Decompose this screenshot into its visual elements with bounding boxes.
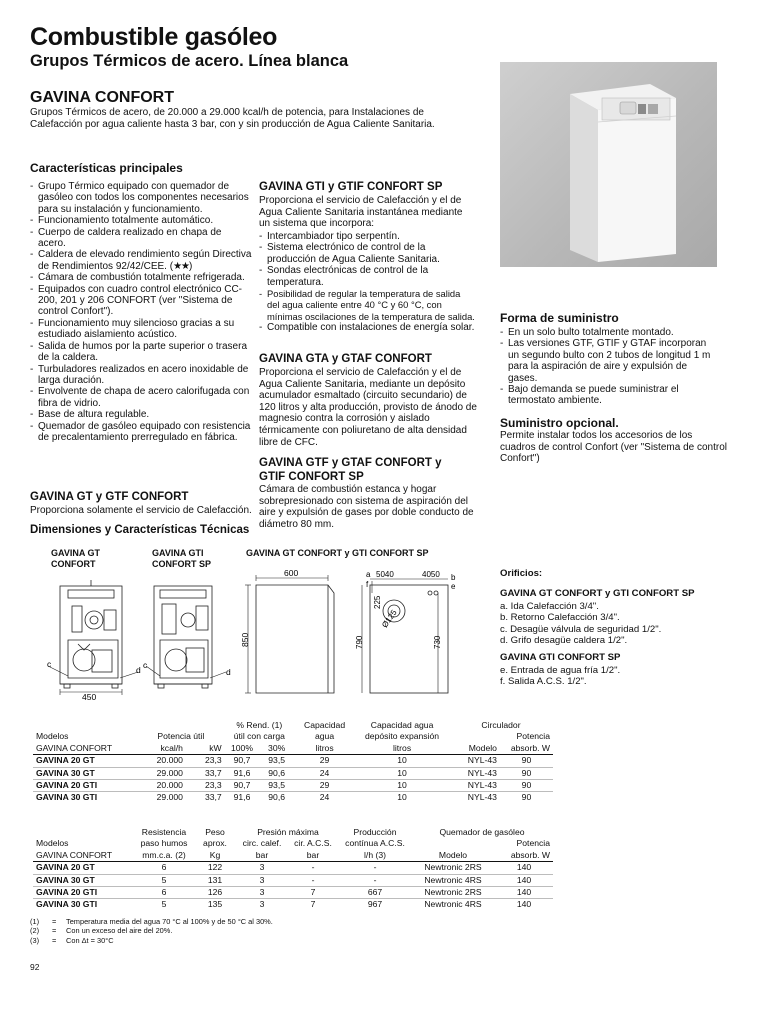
footnote-text: Con Δt = 30°C: [66, 935, 114, 945]
table-row: [33, 755, 553, 767]
features-list: [30, 181, 252, 443]
col-header: útil con carga: [233, 731, 285, 742]
col-header: bar: [306, 849, 320, 860]
directive-close: ): [189, 260, 193, 272]
col-header: Presión máxima: [257, 827, 319, 837]
col-header: kW: [209, 742, 222, 753]
cell: 3: [237, 874, 287, 886]
label-gavina-gti: [152, 548, 211, 570]
letter-f: f: [366, 580, 369, 589]
cell: 20.000: [137, 780, 186, 792]
footnote-text: Temperatura media del agua 70 °C al 100% y de 50 °C al 30%.: [66, 917, 273, 926]
cell: 33,7: [186, 792, 225, 804]
cell: GAVINA 30 GT: [33, 767, 137, 779]
cell: 91,6: [225, 792, 260, 804]
footnote-eq: =: [52, 926, 57, 936]
footnote: [30, 926, 450, 935]
col-header: Modelos: [36, 838, 69, 849]
cell: 23,3: [186, 780, 225, 792]
list-item: d. Grifo desagüe caldera 1/2".: [500, 635, 628, 647]
rear-view-drawing: [350, 565, 462, 705]
cell: 24: [294, 767, 355, 779]
cell: 6: [135, 862, 193, 874]
spec-table-2: [33, 827, 553, 911]
cell: 90: [500, 780, 553, 792]
cell: 131: [193, 874, 237, 886]
cell: 140: [495, 887, 553, 899]
list-item: f. Salida A.C.S. 1/2".: [500, 676, 587, 688]
cell: -: [339, 874, 411, 886]
list-item: - Cámara de combustión totalmente refrigerada.: [30, 272, 252, 283]
cell: GAVINA 20 GT: [33, 755, 137, 767]
orifices-block: [500, 568, 740, 687]
cell: 5: [135, 899, 193, 911]
gti-text: Proporciona el servicio de Calefacción y el de Agua Caliente Sanitaria instantánea mediante un sistema que incorpora:: [259, 195, 463, 230]
dim-790: 790: [355, 635, 364, 649]
gti-list: [259, 231, 475, 334]
gtf-text-wrap: [259, 484, 739, 530]
boiler-illustration: [500, 62, 717, 267]
cell: 135: [193, 899, 237, 911]
dim-4050: 4050: [422, 570, 440, 579]
cell: 126: [193, 887, 237, 899]
col-header: Peso: [205, 827, 225, 837]
list-item: - Funcionamiento totalmente automático.: [30, 215, 252, 226]
col-header: circ. calef.: [242, 838, 282, 849]
gt-front-drawing: [38, 580, 150, 702]
col-header: litros: [392, 742, 412, 753]
list-item: - Funcionamiento muy silencioso gracias a su estudiado aislamiento acústico.: [30, 318, 252, 341]
cell: Newtronic 4RS: [411, 899, 495, 911]
cell: 29.000: [137, 767, 186, 779]
cell: 10: [355, 780, 449, 792]
table-row: [33, 899, 553, 911]
table-row: [33, 767, 553, 779]
cell: 5: [135, 874, 193, 886]
list-item: a. Ida Calefacción 3/4".: [500, 601, 599, 612]
cell: GAVINA 30 GTI: [33, 792, 137, 804]
cell: 140: [495, 899, 553, 911]
footnote-text: Con un exceso del aire del 20%.: [66, 926, 173, 936]
cell: 967: [339, 899, 411, 911]
label-line: GAVINA GT: [51, 548, 100, 558]
dim-5040: 5040: [376, 570, 394, 579]
cell: GAVINA 20 GT: [33, 862, 135, 874]
orifices-gt-title: GAVINA GT CONFORT y GTI CONFORT SP: [500, 588, 695, 599]
gtf-text: Cámara de combustión estanca y hogar sobrepresionado con sistema de aspiración del aire y expulsión de gases por doble conducto de diámetro 80 mm.: [259, 484, 474, 530]
col-header: contínua A.C.S.: [345, 838, 405, 849]
supply-list: [500, 327, 718, 407]
col-header: Modelo: [468, 742, 497, 753]
cell: GAVINA 20 GTI: [33, 887, 135, 899]
gtf-title: GAVINA GTF y GTAF CONFORT y GTIF CONFORT SP: [259, 457, 442, 483]
list-item: - Equipados con cuadro control electrónico CC-200, 201 y 206 CONFORT (ver "Sistema de control Confort").: [30, 284, 252, 318]
cell: 90,7: [225, 780, 260, 792]
cell: NYL-43: [449, 780, 500, 792]
footnote: [30, 917, 450, 926]
cell: 7: [287, 899, 339, 911]
list-item: - Cuerpo de caldera realizado en chapa de acero.: [30, 227, 252, 250]
list-item: - Compatible con instalaciones de energía solar.: [259, 322, 475, 333]
optional-title: Suministro opcional.: [500, 416, 619, 430]
list-item: - Sondas electrónicas de control de la temperatura.: [259, 265, 475, 288]
gta-text: Proporciona el servicio de Calefacción y el de Agua Caliente Sanitaria, mediante un depósito acumulador esmaltado (circuito secundario) de 120 litros y alta producción, provisto de ánodo de magnesio contra la corrosión y aislado térmicamente con poliuretano de alta densidad libre de CFC.: [259, 367, 477, 448]
cell: 91,6: [225, 767, 260, 779]
footnote-number: (2): [30, 926, 40, 936]
table-row: [33, 874, 553, 886]
cell: 90,6: [259, 767, 294, 779]
cell: 667: [339, 887, 411, 899]
cell: 29.000: [137, 792, 186, 804]
col-header: % Rend. (1): [236, 720, 283, 730]
col-header: bar: [255, 849, 269, 860]
list-item: [30, 249, 252, 272]
dim-450: 450: [82, 692, 97, 702]
directive-line: de Rendimientos 92/42/CEE. (: [38, 260, 174, 272]
cell: 93,5: [259, 755, 294, 767]
directive-text: Caldera de elevado rendimiento según Directiva: [38, 249, 252, 261]
letter-d: d: [136, 665, 141, 675]
table-row: [33, 792, 553, 804]
cell: 90,7: [225, 755, 260, 767]
product-intro: Grupos Térmicos de acero, de 20.000 a 29.000 kcal/h de potencia, para Instalaciones de Calefacción por agua caliente hasta 3 bar, con y sin producción de Agua Caliente Sanitaria.: [30, 107, 435, 130]
stars-icon: ★★: [173, 260, 190, 272]
cell: GAVINA 30 GTI: [33, 899, 135, 911]
letter-e: e: [451, 582, 456, 591]
product-photo: [500, 62, 717, 267]
cell: 90,6: [259, 792, 294, 804]
cell: -: [339, 862, 411, 874]
list-item: - Envolvente de chapa de acero calorifugada con fibra de vidrio.: [30, 386, 252, 409]
cell: 140: [495, 874, 553, 886]
list-item: b. Retorno Calefacción 3/4".: [500, 612, 620, 624]
page-number: 92: [30, 962, 40, 972]
page-subtitle: Grupos Térmicos de acero. Línea blanca: [30, 52, 349, 70]
col-header: GAVINA CONFORT: [36, 742, 113, 753]
col-header: Modelos: [36, 731, 69, 742]
cell: -: [287, 862, 339, 874]
col-header: Potencia: [516, 838, 550, 849]
gt-title: GAVINA GT y GTF CONFORT: [30, 491, 189, 503]
list-item: - Sistema electrónico de control de la producción de Agua Caliente Sanitaria.: [259, 242, 475, 265]
dimensions-title: Dimensiones y Características Técnicas: [30, 524, 250, 536]
gt-text: Proporciona solamente el servicio de Calefacción.: [30, 505, 252, 516]
dim-225: 225: [373, 595, 382, 609]
orifices-title: Orificios:: [500, 568, 543, 579]
gta-title: GAVINA GTA y GTAF CONFORT: [259, 353, 432, 365]
orifices-gt-list: [500, 601, 740, 647]
col-header: litros: [315, 742, 334, 753]
col-header: kcal/h: [160, 742, 183, 753]
letter-c: c: [143, 660, 148, 670]
footnote-number: (3): [30, 935, 40, 945]
letter-c: c: [47, 659, 52, 669]
footnote-number: (1): [30, 917, 40, 926]
optional-text: Permite instalar todos los accesorios de los cuadros de control Confort (ver "Sistema de control Confort"): [500, 430, 727, 465]
list-item: - Turbuladores realizados en acero inoxidable de larga duración.: [30, 364, 252, 387]
letter-d: d: [226, 667, 231, 677]
col-header: Kg: [209, 849, 221, 860]
col-header: depósito expansión: [365, 731, 440, 742]
dim-850: 850: [240, 632, 250, 647]
col-header: GAVINA CONFORT: [36, 849, 113, 860]
footnote: [30, 936, 450, 945]
cell: 10: [355, 792, 449, 804]
list-item: - En un solo bulto totalmente montado.: [500, 327, 718, 338]
cell: 7: [287, 887, 339, 899]
spec-table-1: [33, 720, 553, 804]
cell: 10: [355, 755, 449, 767]
col-header: absorb. W: [510, 849, 550, 860]
list-item: - Base de altura regulable.: [30, 409, 252, 420]
table-row: [33, 887, 553, 899]
col-header: Producción: [353, 827, 397, 837]
supply-title: Forma de suministro: [500, 311, 619, 325]
label-line: CONFORT: [51, 559, 96, 569]
cell: 3: [237, 899, 287, 911]
cell: 3: [237, 862, 287, 874]
cell: Newtronic 2RS: [411, 862, 495, 874]
cell: 24: [294, 792, 355, 804]
orifices-gti-title: GAVINA GTI CONFORT SP: [500, 651, 621, 663]
letter-b: b: [451, 573, 456, 582]
footnote-eq: =: [52, 917, 57, 926]
list-item: - Bajo demanda se puede suministrar el termostato ambiente.: [500, 384, 718, 407]
list-item: - Quemador de gasóleo equipado con resistencia de precalentamiento prerregulado en fábrica.: [30, 421, 252, 444]
label-gavina-gt: [51, 548, 100, 570]
side-view-drawing: [242, 565, 352, 705]
footnotes: [30, 917, 450, 945]
dim-730: 730: [433, 635, 442, 649]
orifices-gti-list: [500, 665, 740, 688]
list-item: e. Entrada de agua fría 1/2".: [500, 664, 621, 676]
col-header: aprox.: [203, 838, 227, 849]
col-header: Capacidad agua: [370, 720, 434, 730]
col-header: l/h (3): [364, 849, 386, 860]
cell: 10: [355, 767, 449, 779]
col-header: Potencia: [516, 731, 550, 742]
cell: GAVINA 20 GTI: [33, 780, 137, 792]
cell: 3: [237, 887, 287, 899]
label-gavina-both: GAVINA GT CONFORT y GTI CONFORT SP: [246, 548, 429, 558]
list-item: - Posibilidad de regular la temperatura de salida del agua caliente entre 40 °C y 60 °C, con mínimas oscilaciones de la temperatura de salida.: [259, 288, 475, 322]
col-header: Potencia útil: [157, 731, 205, 742]
product-title: GAVINA CONFORT: [30, 89, 174, 106]
list-item: - Intercambiador tipo serpentín.: [259, 231, 475, 242]
col-header: mm.c.a. (2): [142, 849, 186, 860]
cell: -: [287, 874, 339, 886]
col-header: Capacidad: [304, 720, 346, 730]
table-row: [33, 862, 553, 874]
cell: 29: [294, 755, 355, 767]
list-item: c. Desagüe válvula de seguridad 1/2".: [500, 623, 662, 635]
col-header: Quemador de gasóleo: [439, 827, 525, 837]
col-header: Circulador: [481, 720, 521, 730]
features-title: Características principales: [30, 161, 183, 175]
gti-title: GAVINA GTI y GTIF CONFORT SP: [259, 181, 443, 193]
gti-front-drawing: [140, 580, 240, 702]
label-line: CONFORT SP: [152, 559, 212, 569]
cell: Newtronic 4RS: [411, 874, 495, 886]
cell: Newtronic 2RS: [411, 887, 495, 899]
dim-600: 600: [284, 568, 299, 578]
cell: NYL-43: [449, 792, 500, 804]
cell: 29: [294, 780, 355, 792]
cell: 33,7: [186, 767, 225, 779]
col-header: 100%: [231, 742, 253, 753]
footnote-eq: =: [52, 935, 57, 945]
cell: NYL-43: [449, 767, 500, 779]
cell: 140: [495, 862, 553, 874]
cell: GAVINA 30 GT: [33, 874, 135, 886]
list-item: - Salida de humos por la parte superior o trasera de la caldera.: [30, 341, 252, 364]
col-header: Modelo: [438, 849, 468, 860]
letter-a: a: [366, 570, 371, 579]
cell: 122: [193, 862, 237, 874]
cell: 23,3: [186, 755, 225, 767]
col-header: agua: [315, 731, 335, 742]
cell: 93,5: [259, 780, 294, 792]
list-item: - Las versiones GTF, GTIF y GTAF incorporan un segundo bulto con 2 tubos de longitud 1 m para la aspiración de aire y expulsión de gases.: [500, 338, 718, 384]
col-header: Resistencia: [141, 827, 187, 837]
col-header: absorb. W: [510, 742, 550, 753]
col-header: paso humos: [140, 838, 188, 849]
table-row: [33, 780, 553, 792]
cell: 20.000: [137, 755, 186, 767]
label-line: GAVINA GTI: [152, 548, 204, 558]
cell: 6: [135, 887, 193, 899]
list-item: - Grupo Térmico equipado con quemador de gasóleo con todos los componentes necesarios para su instalación y funcionamiento.: [30, 181, 252, 215]
cell: NYL-43: [449, 755, 500, 767]
cell: 90: [500, 755, 553, 767]
dim-125: Ø125: [380, 608, 399, 630]
cell: 90: [500, 767, 553, 779]
page-title: Combustible gasóleo: [30, 23, 278, 51]
col-header: cir. A.C.S.: [294, 838, 332, 849]
col-header: 30%: [268, 742, 286, 753]
cell: 90: [500, 792, 553, 804]
